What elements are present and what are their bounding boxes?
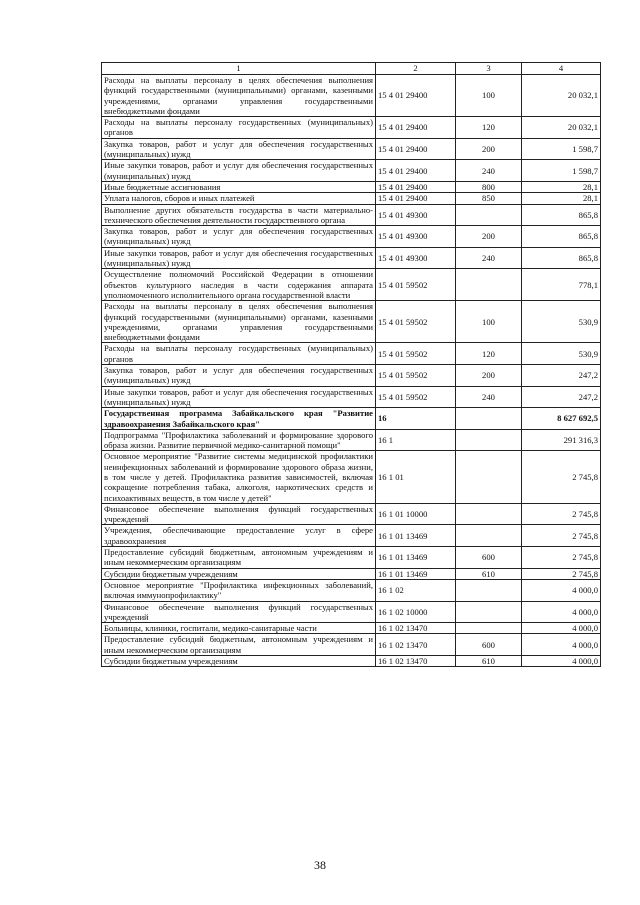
row-sum: 778,1	[522, 269, 601, 301]
row-code: 15 4 01 59502	[376, 343, 456, 365]
row-sum: 28,1	[522, 193, 601, 204]
table-row	[102, 503, 601, 525]
row-sum: 2 745,8	[522, 503, 601, 525]
row-name: Финансовое обеспечение выполнения функций государственных учреждений	[102, 503, 376, 525]
row-name: Расходы на выплаты персоналу государственных (муниципальных) органов	[102, 117, 376, 139]
row-name: Расходы на выплаты персоналу в целях обеспечения выполнения функций государственными (муниципальными) органами, казенными учреждениями, органами управления государственными внебюджетными фондами	[102, 75, 376, 117]
header-col-3: 3	[456, 63, 522, 75]
row-name: Осуществление полномочий Российской Федерации в отношении объектов культурного наследия в части содержания аппарата уполномоченного исполнительного органа государственной власти	[102, 269, 376, 301]
row-name: Основное мероприятие "Развитие системы медицинской профилактики неинфекционных заболеваний и формирование здорового образа жизни, в том числе у детей. Профилактика развития зависимостей, включая сокращение потребления табака, алкоголя, наркотических средств и психоактивных веществ, в том числе у детей"	[102, 451, 376, 503]
row-sum: 865,8	[522, 247, 601, 269]
row-sum: 28,1	[522, 181, 601, 192]
row-type	[456, 429, 522, 451]
row-code: 15 4 01 29400	[376, 160, 456, 182]
row-name: Субсидии бюджетным учреждениям	[102, 656, 376, 667]
header-col-2: 2	[376, 63, 456, 75]
table-row	[102, 301, 601, 343]
row-sum: 20 032,1	[522, 117, 601, 139]
row-name: Предоставление субсидий бюджетным, автономным учреждениям и иным некоммерческим организациям	[102, 634, 376, 656]
row-code: 15 4 01 59502	[376, 301, 456, 343]
row-sum: 4 000,0	[522, 634, 601, 656]
row-type: 600	[456, 634, 522, 656]
row-code: 16 1 02 10000	[376, 601, 456, 623]
row-code: 16 1 01	[376, 451, 456, 503]
row-type: 800	[456, 181, 522, 192]
table-row	[102, 429, 601, 451]
row-name: Подпрограмма "Профилактика заболеваний и формирование здорового образа жизни. Развитие первичной медико-санитарной помощи"	[102, 429, 376, 451]
table-row	[102, 193, 601, 204]
header-col-4: 4	[522, 63, 601, 75]
row-type	[456, 525, 522, 547]
table-header-row	[102, 63, 601, 75]
row-sum: 4 000,0	[522, 601, 601, 623]
row-code: 15 4 01 59502	[376, 269, 456, 301]
table-row	[102, 181, 601, 192]
row-type: 100	[456, 75, 522, 117]
row-sum: 2 745,8	[522, 547, 601, 569]
row-code: 16 1 01 13469	[376, 525, 456, 547]
row-sum: 865,8	[522, 226, 601, 248]
row-name: Иные бюджетные ассигнования	[102, 181, 376, 192]
budget-table	[101, 62, 601, 667]
row-type: 200	[456, 365, 522, 387]
row-code: 15 4 01 59502	[376, 386, 456, 408]
row-name: Субсидии бюджетным учреждениям	[102, 568, 376, 579]
row-name: Иные закупки товаров, работ и услуг для обеспечения государственных (муниципальных) нужд	[102, 247, 376, 269]
row-code: 16 1	[376, 429, 456, 451]
row-code: 16 1 02 13470	[376, 656, 456, 667]
row-sum: 865,8	[522, 204, 601, 226]
table-row	[102, 568, 601, 579]
row-type	[456, 451, 522, 503]
table-row	[102, 408, 601, 430]
row-name: Основное мероприятие "Профилактика инфекционных заболеваний, включая иммунопрофилактику"	[102, 579, 376, 601]
row-code: 15 4 01 49300	[376, 204, 456, 226]
row-sum: 2 745,8	[522, 525, 601, 547]
row-code: 16 1 01 13469	[376, 568, 456, 579]
row-name: Больницы, клиники, госпитали, медико-санитарные части	[102, 623, 376, 634]
row-sum: 247,2	[522, 386, 601, 408]
table-row	[102, 226, 601, 248]
table-row	[102, 247, 601, 269]
table-row	[102, 634, 601, 656]
table-row	[102, 547, 601, 569]
row-sum: 530,9	[522, 343, 601, 365]
row-name: Государственная программа Забайкальского края "Развитие здравоохранения Забайкальского края"	[102, 408, 376, 430]
row-type	[456, 269, 522, 301]
row-code: 16 1 01 13469	[376, 547, 456, 569]
row-sum: 4 000,0	[522, 656, 601, 667]
table-row	[102, 343, 601, 365]
row-code: 15 4 01 49300	[376, 247, 456, 269]
row-type	[456, 623, 522, 634]
row-type	[456, 204, 522, 226]
row-sum: 530,9	[522, 301, 601, 343]
row-sum: 4 000,0	[522, 579, 601, 601]
table-row	[102, 138, 601, 160]
row-code: 15 4 01 29400	[376, 117, 456, 139]
row-name: Закупка товаров, работ и услуг для обеспечения государственных (муниципальных) нужд	[102, 226, 376, 248]
table-row	[102, 386, 601, 408]
row-type: 240	[456, 386, 522, 408]
table-row	[102, 365, 601, 387]
row-name: Предоставление субсидий бюджетным, автономным учреждениям и иным некоммерческим организациям	[102, 547, 376, 569]
row-type: 240	[456, 160, 522, 182]
row-code: 16 1 01 10000	[376, 503, 456, 525]
page-number: 38	[314, 858, 326, 872]
row-name: Уплата налогов, сборов и иных платежей	[102, 193, 376, 204]
row-code: 15 4 01 29400	[376, 75, 456, 117]
table-row	[102, 623, 601, 634]
row-code: 15 4 01 29400	[376, 181, 456, 192]
row-code: 15 4 01 59502	[376, 365, 456, 387]
row-type	[456, 408, 522, 430]
row-code: 15 4 01 29400	[376, 193, 456, 204]
row-type: 850	[456, 193, 522, 204]
row-sum: 1 598,7	[522, 138, 601, 160]
row-type: 200	[456, 226, 522, 248]
row-sum: 1 598,7	[522, 160, 601, 182]
row-code: 15 4 01 49300	[376, 226, 456, 248]
row-name: Закупка товаров, работ и услуг для обеспечения государственных (муниципальных) нужд	[102, 138, 376, 160]
row-type: 610	[456, 568, 522, 579]
table-row	[102, 601, 601, 623]
row-name: Иные закупки товаров, работ и услуг для обеспечения государственных (муниципальных) нужд	[102, 160, 376, 182]
row-code: 15 4 01 29400	[376, 138, 456, 160]
row-sum: 4 000,0	[522, 623, 601, 634]
table-row	[102, 269, 601, 301]
row-name: Расходы на выплаты персоналу в целях обеспечения выполнения функций государственными (муниципальными) органами, казенными учреждениями, органами управления государственными внебюджетными фондами	[102, 301, 376, 343]
table-row	[102, 204, 601, 226]
table-row	[102, 75, 601, 117]
row-code: 16 1 02	[376, 579, 456, 601]
row-sum: 247,2	[522, 365, 601, 387]
row-type: 120	[456, 343, 522, 365]
row-sum: 291 316,3	[522, 429, 601, 451]
table-row	[102, 656, 601, 667]
row-type: 120	[456, 117, 522, 139]
table-row	[102, 451, 601, 503]
row-name: Выполнение других обязательств государства в части материально-технического обеспечения деятельности государственного органа	[102, 204, 376, 226]
row-type: 200	[456, 138, 522, 160]
row-sum: 8 627 692,5	[522, 408, 601, 430]
row-name: Иные закупки товаров, работ и услуг для обеспечения государственных (муниципальных) нужд	[102, 386, 376, 408]
row-code: 16	[376, 408, 456, 430]
row-code: 16 1 02 13470	[376, 623, 456, 634]
header-col-1: 1	[102, 63, 376, 75]
row-name: Финансовое обеспечение выполнения функций государственных учреждений	[102, 601, 376, 623]
table-row	[102, 160, 601, 182]
row-type: 610	[456, 656, 522, 667]
row-sum: 20 032,1	[522, 75, 601, 117]
row-type	[456, 601, 522, 623]
row-sum: 2 745,8	[522, 568, 601, 579]
row-name: Расходы на выплаты персоналу государственных (муниципальных) органов	[102, 343, 376, 365]
row-name: Закупка товаров, работ и услуг для обеспечения государственных (муниципальных) нужд	[102, 365, 376, 387]
row-sum: 2 745,8	[522, 451, 601, 503]
table-row	[102, 117, 601, 139]
row-type: 100	[456, 301, 522, 343]
row-type	[456, 579, 522, 601]
row-name: Учреждения, обеспечивающие предоставление услуг в сфере здравоохранения	[102, 525, 376, 547]
row-code: 16 1 02 13470	[376, 634, 456, 656]
table-row	[102, 579, 601, 601]
row-type: 240	[456, 247, 522, 269]
row-type	[456, 503, 522, 525]
table-row	[102, 525, 601, 547]
row-type: 600	[456, 547, 522, 569]
